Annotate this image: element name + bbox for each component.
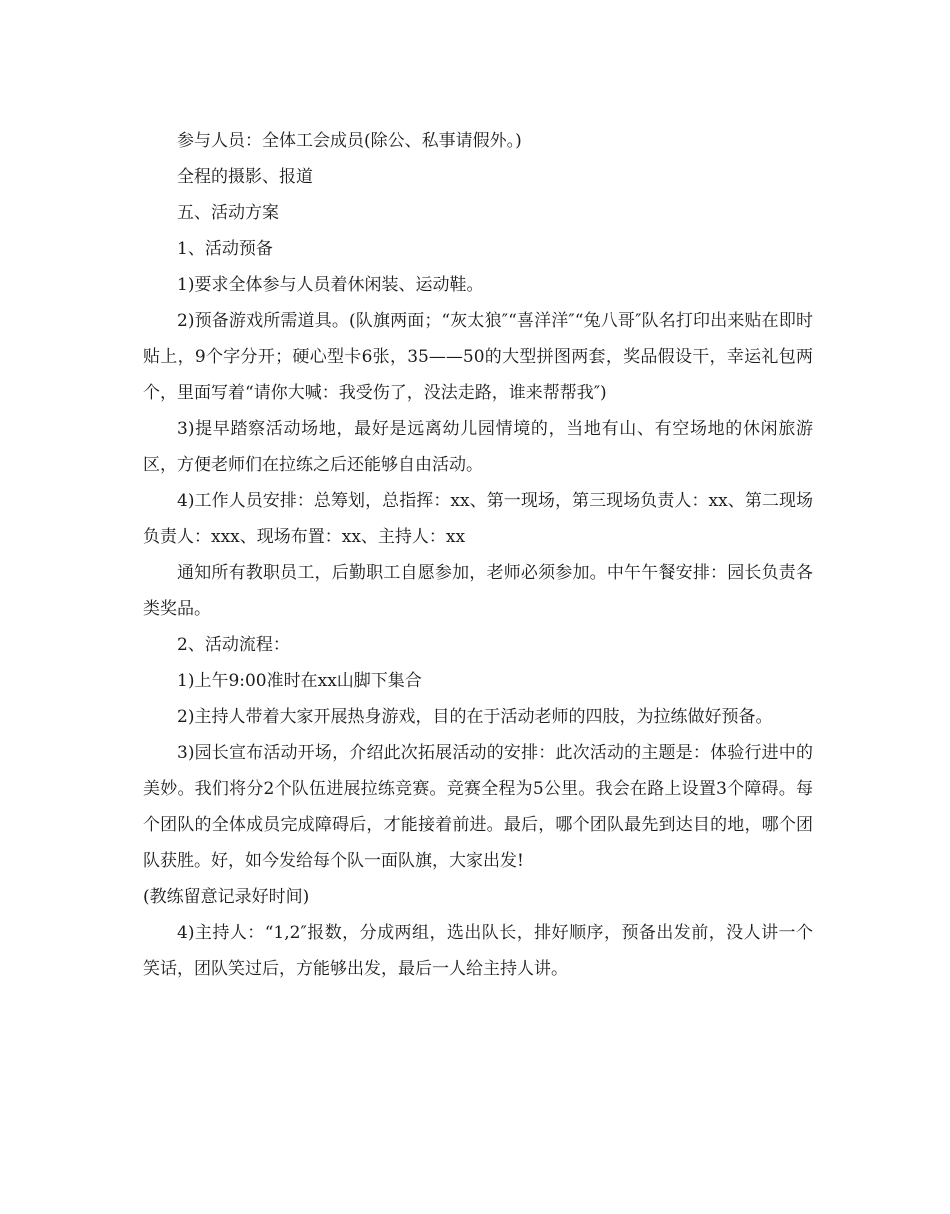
paragraph-flow-1: 1)上午9:00准时在xx山脚下集合 [177,671,422,691]
paragraph-prep-4: 4)工作人员安排：总筹划，总指挥：xx、第一现场，第三现场负责人：xx、第二现场负责人：xxx、现场布置：xx、主持人：xx [143,491,813,547]
paragraph-participants: 参与人员：全体工会成员(除公、私事请假外。) [177,131,522,151]
heading-activity-plan: 五、活动方案 [177,203,279,223]
paragraph-prep-1: 1)要求全体参与人员着休闲装、运动鞋。 [177,275,484,295]
paragraph-flow-3: 3)园长宣布活动开场，介绍此次拓展活动的安排：此次活动的主题是：体验行进中的美妙。我们将分2个队伍进展拉练竞赛。竞赛全程为5公里。我会在路上设置3个障碍。每个团队的全体成员完成障碍后，才能接着前进。最后，哪个团队最先到达目的地，哪个团队获胜。好，如今发给每个队一面队旗，大家出发! [143,743,813,871]
paragraph-notice: 通知所有教职员工，后勤职工自愿参加，老师必须参加。中午午餐安排：园长负责各类奖品。 [143,563,813,619]
paragraph-flow-2: 2)主持人带着大家开展热身游戏，目的在于活动老师的四肢，为拉练做好预备。 [177,707,773,727]
paragraph-photography: 全程的摄影、报道 [177,167,313,187]
paragraph-prep-3: 3)提早踏察活动场地，最好是远离幼儿园情境的，当地有山、有空场地的休闲旅游区，方便老师们在拉练之后还能够自由活动。 [143,419,813,475]
document-page [143,123,813,987]
paragraph-prep-2: 2)预备游戏所需道具。(队旗两面；“灰太狼″“喜洋洋″“兔八哥″队名打印出来贴在即时贴上，9个字分开；硬心型卡6张，35——50的大型拼图两套，奖品假设干，幸运礼包两个，里面写着“请你大喊：我受伤了，没法走路，谁来帮帮我″) [143,311,813,403]
heading-activity-preparation: 1、活动预备 [177,239,273,259]
heading-activity-flow: 2、活动流程： [177,635,290,655]
paragraph-coach-note: (教练留意记录好时间) [143,887,310,907]
paragraph-flow-4: 4)主持人：“1,2″报数，分成两组，选出队长，排好顺序，预备出发前，没人讲一个笑话，团队笑过后，方能够出发，最后一人给主持人讲。 [143,923,813,979]
